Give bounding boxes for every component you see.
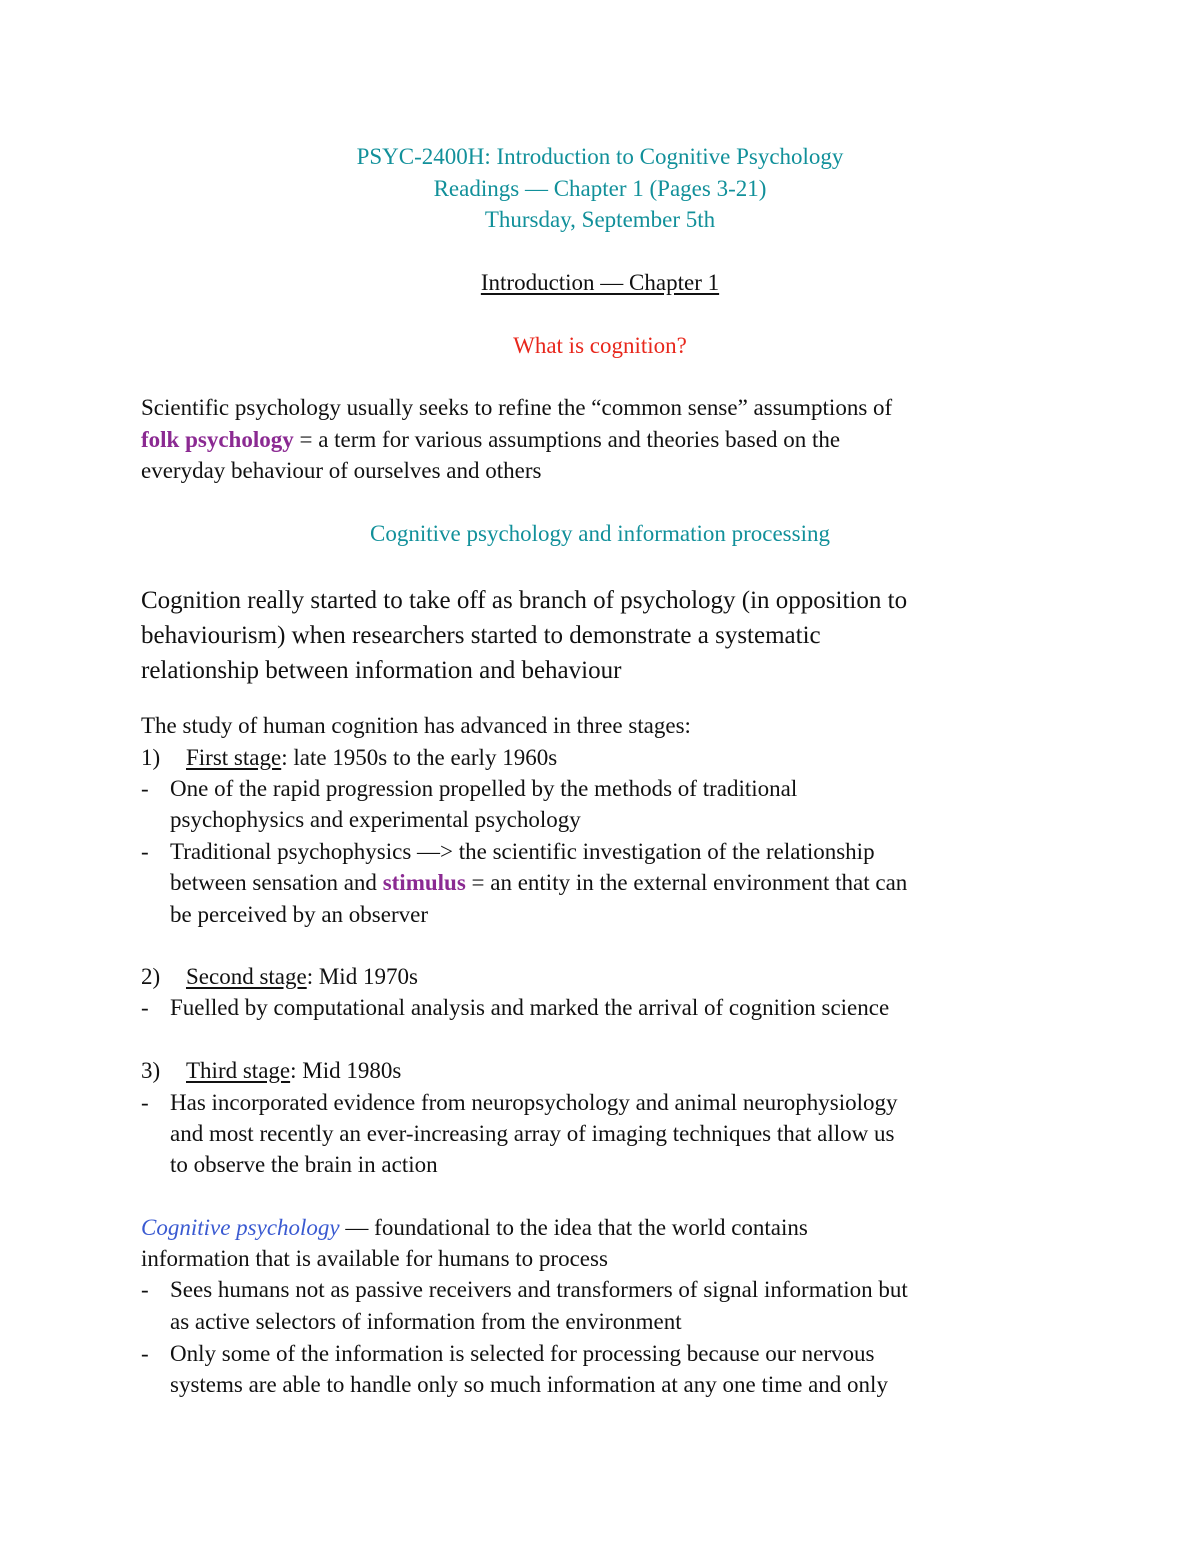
stage-text <box>186 961 1062 993</box>
term-stimulus: stimulus <box>382 870 466 895</box>
stages-intro: The study of human cognition has advanced in three stages: <box>141 713 691 738</box>
stage-label: First stage <box>186 745 282 770</box>
stage-rest: : Mid 1970s <box>306 964 418 989</box>
stage-number: 3) <box>141 1058 161 1083</box>
bullet-dash: - <box>141 839 149 864</box>
intro-line-2 <box>141 424 1061 456</box>
intro-line-2-rest: = a term for various assumptions and theories based on the <box>293 427 841 452</box>
stage-text <box>186 1055 1062 1087</box>
bullet-text: One of the rapid progression propelled by the methods of traditional <box>170 776 798 801</box>
bullet-dash: - <box>141 1277 149 1302</box>
bullet-text: Has incorporated evidence from neuropsychology and animal neurophysiology <box>170 1090 898 1115</box>
term-folk-psychology: folk psychology <box>141 427 294 452</box>
date-line: Thursday, September 5th <box>484 207 716 232</box>
cog-psych-line-2: information that is available for humans to process <box>141 1246 608 1271</box>
readings-line: Readings — Chapter 1 (Pages 3-21) <box>433 176 767 201</box>
bullet-text: Only some of the information is selected for processing because our nervous <box>170 1341 875 1366</box>
stage-rest: : Mid 1980s <box>290 1058 402 1083</box>
bullet-text: be perceived by an observer <box>170 902 428 927</box>
bullet-dash: - <box>141 776 149 801</box>
term-cognitive-psychology: Cognitive psychology <box>141 1215 340 1240</box>
big-para-line-2: behaviourism) when researchers started to demonstrate a systematic <box>141 622 821 649</box>
stage-number: 1) <box>141 745 161 770</box>
cog-psych-line-1-rest: — foundational to the idea that the world contains <box>339 1215 808 1240</box>
stage-rest: : late 1950s to the early 1960s <box>281 745 558 770</box>
bullet-text <box>170 867 1062 899</box>
course-title: PSYC-2400H: Introduction to Cognitive Psychology <box>356 144 844 169</box>
intro-line-1: Scientific psychology usually seeks to refine the “common sense” assumptions of <box>141 395 893 420</box>
bullet-text-post: = an entity in the external environment that can <box>465 870 908 895</box>
bullet-text: and most recently an ever-increasing array of imaging techniques that allow us <box>170 1121 895 1146</box>
stage-label: Third stage <box>186 1058 291 1083</box>
bullet-text: Fuelled by computational analysis and marked the arrival of cognition science <box>170 995 890 1020</box>
stage-text <box>186 742 1062 774</box>
question-heading: What is cognition? <box>513 333 687 358</box>
bullet-text: Sees humans not as passive receivers and transformers of signal information but <box>170 1277 908 1302</box>
big-para-line-3: relationship between information and behaviour <box>141 657 622 684</box>
intro-line-3: everyday behaviour of ourselves and others <box>141 458 542 483</box>
bullet-text: psychophysics and experimental psychology <box>170 807 581 832</box>
subheading: Cognitive psychology and information processing <box>370 521 830 546</box>
bullet-text: as active selectors of information from the environment <box>170 1309 682 1334</box>
section-title <box>0 267 1200 299</box>
bullet-dash: - <box>141 1341 149 1366</box>
stage-number: 2) <box>141 964 161 989</box>
bullet-text: Traditional psychophysics —> the scientific investigation of the relationship <box>170 839 875 864</box>
section-title-text: Introduction — Chapter 1 <box>480 270 720 295</box>
bullet-text: systems are able to handle only so much information at any one time and only <box>170 1372 888 1397</box>
bullet-dash: - <box>141 1090 149 1115</box>
cog-psych-line-1 <box>141 1212 1061 1244</box>
big-para-line-1: Cognition really started to take off as branch of psychology (in opposition to <box>141 587 908 614</box>
bullet-text-pre: between sensation and <box>170 870 383 895</box>
bullet-dash: - <box>141 995 149 1020</box>
bullet-text: to observe the brain in action <box>170 1152 438 1177</box>
stage-label: Second stage <box>186 964 307 989</box>
